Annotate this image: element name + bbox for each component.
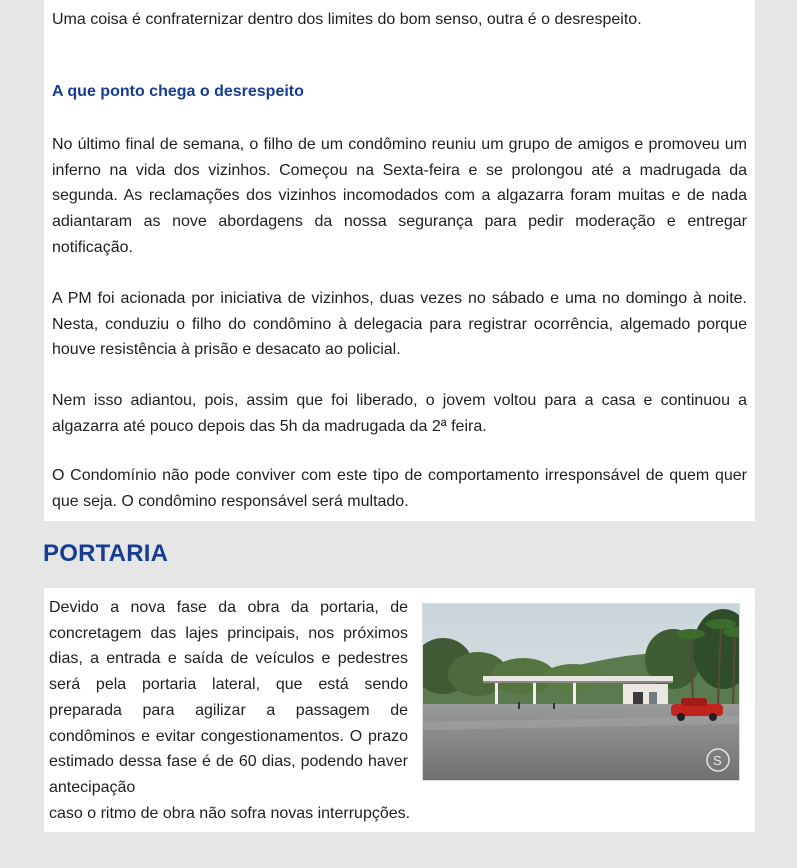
portaria-render-image xyxy=(422,603,740,781)
paragraph-final-de-semana: No último final de semana, o filho de um condômino reuniu um grupo de amigos e promoveu um inferno na vida dos vizinhos. Começou na Sexta-feira e se prolongou até a madrugada da segunda. As reclamações dos vizinhos incomodados com a algazarra foram muitas e de nada adiantaram as nove abordagens da nossa segurança para pedir moderação e entregar notificação. xyxy=(52,136,747,256)
section-title-portaria: PORTARIA xyxy=(43,540,169,567)
portaria-text-column xyxy=(49,595,408,801)
subheading-desrespeito: A que ponto chega o desrespeito xyxy=(52,83,304,100)
paragraph-pm-acionada: A PM foi acionada por iniciativa de vizinhos, duas vezes no sábado e uma no domingo à noite. Nesta, conduziu o filho do condômino à delegacia para registrar ocorrência, algemado porque houve resistência à prisão e desacato ao policial. xyxy=(52,290,747,359)
svg-text:S: S xyxy=(713,753,722,768)
paragraph-multa: O Condomínio não pode conviver com este tipo de comportamento irresponsável de quem quer que seja. O condômino responsável será multado. xyxy=(52,467,747,510)
portaria-paragraph-end: caso o ritmo de obra não sofra novas interrupções. xyxy=(49,805,411,822)
portaria-paragraph: Devido a nova fase da obra da portaria, de concretagem das lajes principais, nos próximos dias, a entrada e saída de veículos e pedestres será pela portaria lateral, que está sendo preparada para agilizar a passagem de condôminos e evitar congestionamentos. O prazo estimado dessa fase é de 60 dias, podendo haver antecipação xyxy=(49,599,408,796)
news-card-portaria xyxy=(44,588,755,832)
intro-paragraph: Uma coisa é confraternizar dentro dos limites do bom senso, outra é o desrespeito. xyxy=(52,11,642,28)
news-card-desrespeito xyxy=(44,0,755,521)
paragraph-nem-isso-adiantou: Nem isso adiantou, pois, assim que foi liberado, o jovem voltou para a casa e continuou a algazarra até pouco depois das 5h da madrugada da 2ª feira. xyxy=(52,392,747,435)
